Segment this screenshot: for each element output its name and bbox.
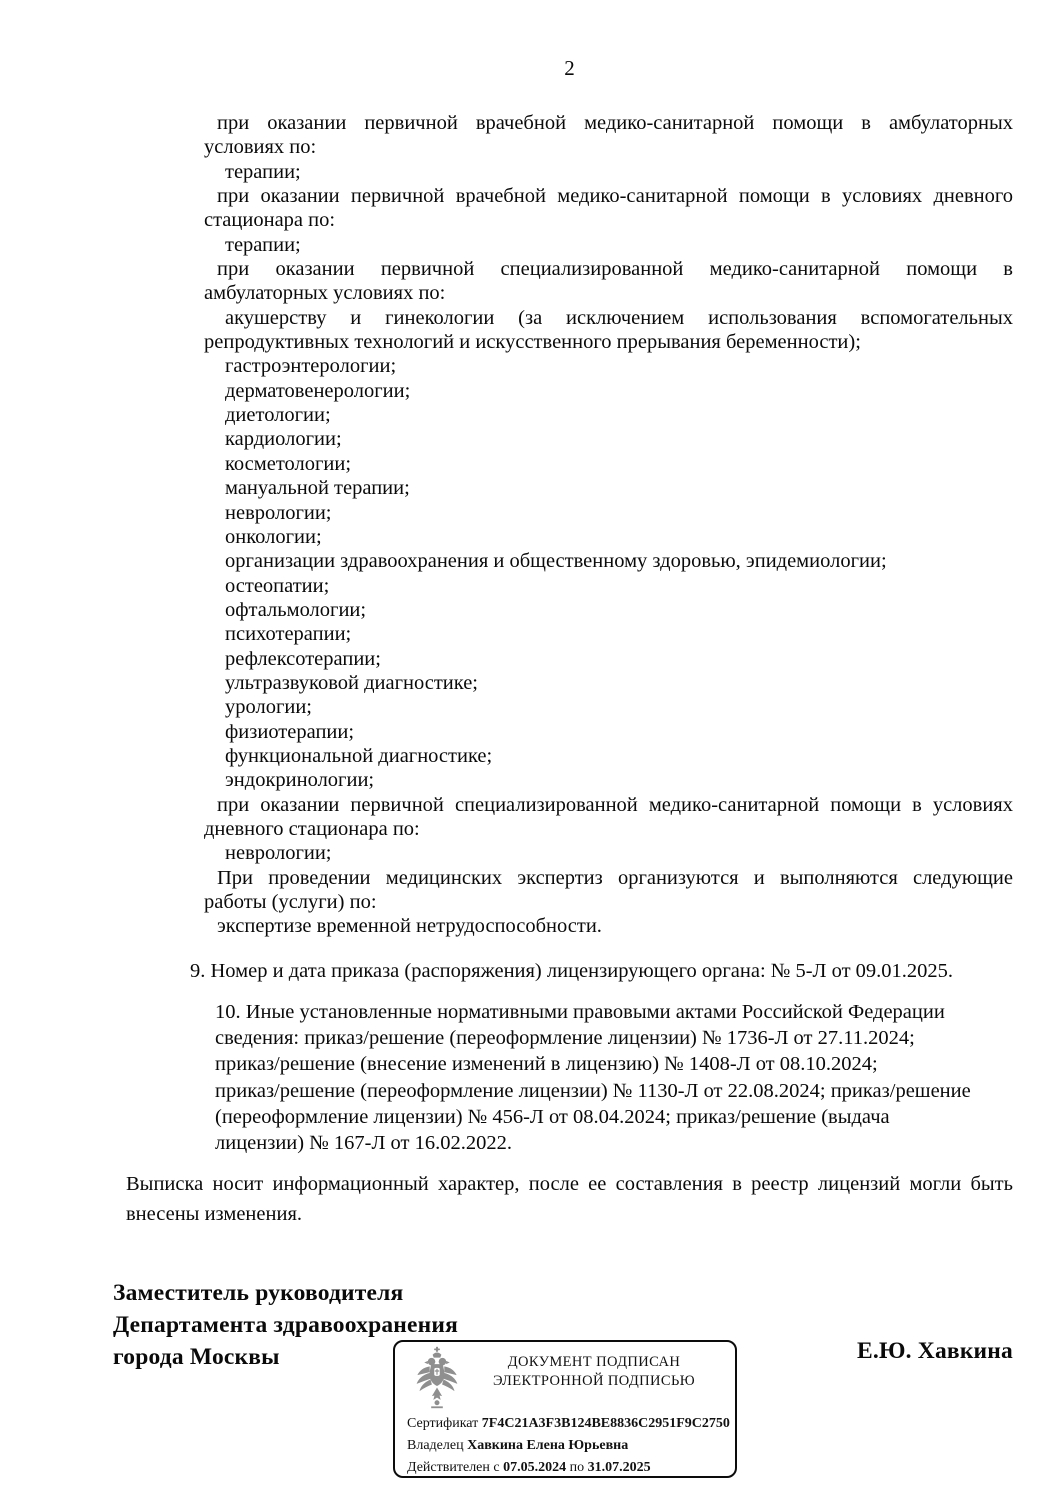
order-item-10-line: приказ/решение (внесение изменений в лицензию) № 1408-Л от 08.10.2024; xyxy=(215,1053,878,1076)
validity-label: Действителен с xyxy=(407,1460,500,1475)
signatory-title-line: Департамента здравоохранения xyxy=(113,1312,459,1338)
body-line: функциональной диагностике; xyxy=(225,744,493,767)
validity-mid-label: по xyxy=(569,1460,585,1475)
body-line: онкологии; xyxy=(225,525,322,548)
stamp-header-line-2: ЭЛЕКТРОННОЙ ПОДПИСЬЮ xyxy=(492,1372,696,1389)
order-item-10-line: лицензии) № 167-Л от 16.02.2022. xyxy=(215,1132,512,1155)
owner-value: Хавкина Елена Юрьевна xyxy=(467,1438,629,1453)
body-line: амбулаторных условиях по: xyxy=(204,282,446,305)
note-line: Выписка носит информационный характер, после ее составления в реестр лицензий могли быть xyxy=(126,1173,1013,1195)
owner-row xyxy=(407,1435,729,1457)
body-line: психотерапии; xyxy=(225,623,352,646)
validity-row xyxy=(407,1457,729,1479)
body-line: косметологии; xyxy=(225,452,352,475)
info-note xyxy=(126,1169,1013,1229)
body-line: офтальмологии; xyxy=(225,598,367,621)
body-line: неврологии; xyxy=(225,501,332,524)
body-line: при оказании первичной специализированной медико-санитарной помощи в условиях xyxy=(217,793,1013,816)
body-line: репродуктивных технологий и искусственного прерывания беременности); xyxy=(204,331,861,354)
body-line: рефлексотерапии; xyxy=(225,647,381,670)
body-line: кардиологии; xyxy=(225,428,342,451)
body-line: условиях по: xyxy=(204,136,317,159)
body-line: при оказании первичной специализированной медико-санитарной помощи в xyxy=(217,258,1013,281)
body-line: организации здравоохранения и общественному здоровью, эпидемиологии; xyxy=(225,550,887,573)
body-line: при оказании первичной врачебной медико-санитарной помощи в амбулаторных xyxy=(217,112,1013,134)
body-line: при оказании первичной врачебной медико-санитарной помощи в условиях дневного xyxy=(217,185,1013,208)
order-item-10-line: сведения: приказ/решение (переоформление лицензии) № 1736-Л от 27.11.2024; xyxy=(215,1027,915,1050)
body-line: диетологии; xyxy=(225,404,331,427)
body-line: терапии; xyxy=(225,160,301,183)
stamp-details xyxy=(407,1413,729,1479)
body-line: дерматовенерологии; xyxy=(225,379,411,402)
signatory-title-line: города Москвы xyxy=(113,1344,280,1370)
body-line: урологии; xyxy=(225,696,313,719)
validity-to-date: 31.07.2025 xyxy=(587,1460,651,1475)
signature-stamp xyxy=(393,1340,737,1478)
body-line: ультразвуковой диагностике; xyxy=(225,671,478,694)
body-line: неврологии; xyxy=(225,842,332,865)
body-line: мануальной терапии; xyxy=(225,477,410,500)
body-line: эндокринологии; xyxy=(225,769,375,792)
body-line: дневного стационара по: xyxy=(204,817,420,840)
body-line: гастроэнтерологии; xyxy=(225,355,397,378)
note-line: внесены изменения. xyxy=(126,1203,302,1225)
body-line: физиотерапии; xyxy=(225,720,355,743)
certificate-label: Сертификат xyxy=(407,1416,479,1431)
validity-from-date: 07.05.2024 xyxy=(503,1460,567,1475)
stamp-header-line-1: ДОКУМЕНТ ПОДПИСАН xyxy=(507,1354,681,1370)
order-item-9: 9. Номер и дата приказа (распоряжения) лицензирующего органа: № 5-Л от 09.01.2025. xyxy=(190,960,954,982)
page-number: 2 xyxy=(564,56,575,80)
order-item-10-line: приказ/решение (переоформление лицензии) № 1130-Л от 22.08.2024; приказ/решение xyxy=(215,1079,971,1102)
stamp-header xyxy=(459,1353,729,1390)
body-line: экспертизе временной нетрудоспособности. xyxy=(217,915,602,938)
certificate-row xyxy=(407,1413,729,1435)
order-item-10-line: 10. Иные установленные нормативными правовыми актами Российской Федерации xyxy=(215,1001,945,1023)
body-line: остеопатии; xyxy=(225,574,330,597)
certificate-value: 7F4C21A3F3B124BE8836C2951F9C2750 xyxy=(481,1416,730,1431)
owner-label: Владелец xyxy=(407,1438,464,1453)
body-line: акушерству и гинекологии (за исключением использования вспомогательных xyxy=(225,306,1013,329)
order-item-10-line: (переоформление лицензии) № 456-Л от 08.04.2024; приказ/решение (выдача xyxy=(215,1105,890,1128)
order-item-10 xyxy=(215,999,1015,1156)
russia-coat-of-arms-icon xyxy=(415,1346,459,1410)
body-line: терапии; xyxy=(225,233,301,256)
signatory-name: Е.Ю. Хавкина xyxy=(857,1338,1013,1364)
body-line: стационара по: xyxy=(204,209,336,232)
body-line: При проведении медицинских экспертиз организуются и выполняются следующие xyxy=(217,866,1013,889)
signatory-title-line: Заместитель руководителя xyxy=(113,1280,404,1306)
license-works-list xyxy=(204,111,1013,939)
body-line: работы (услуги) по: xyxy=(204,891,377,913)
